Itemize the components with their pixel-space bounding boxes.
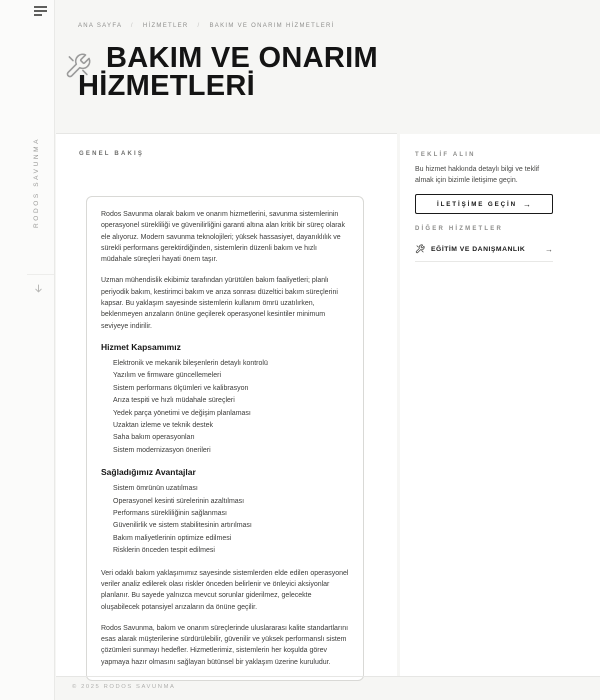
right-sidebar xyxy=(400,134,600,676)
list-item: Sistem ömrünün uzatılması xyxy=(113,485,198,493)
service-link-egitim-ve-danismanlik[interactable] xyxy=(415,238,553,262)
list-item: Arıza tespiti ve hızlı müdahale süreçleri xyxy=(113,397,235,405)
main-content xyxy=(56,134,397,676)
overview-label: GENEL BAKIŞ xyxy=(79,151,145,157)
left-rail xyxy=(0,0,55,700)
list-item: Sistem performans ölçümleri ve kalibrasyon xyxy=(113,384,249,392)
other-services-label: DİĞER HİZMETLER xyxy=(415,226,503,232)
crossed-tools-icon xyxy=(62,52,94,85)
list-item: Saha bakım operasyonları xyxy=(113,434,195,442)
rail-divider xyxy=(27,274,54,275)
arrow-right-icon: → xyxy=(523,199,532,209)
advantages-list xyxy=(101,483,349,557)
contact-button[interactable] xyxy=(415,194,553,214)
list-item: Performans sürekliliğinin sağlanması xyxy=(113,510,227,518)
breadcrumb-separator: / xyxy=(197,23,201,29)
intro-paragraph-1: Rodos Savunma olarak bakım ve onarım hizmetlerini, savunma sistemlerinin operasyonel sürekliliği ve güvenilirliğini garanti altına alan kritik bir süreç olarak ele alıyoruz. Modern savunma teknolojileri; yüksek hassasiyet, dayanıklılık ve sürekli performans gerektirdiğinden, sistemlerin düzenli bakım ve hızlı müdahale süreçleri hayati önem taşır. xyxy=(101,211,345,264)
list-item: Uzaktan izleme ve teknik destek xyxy=(113,422,213,429)
crossed-tools-icon xyxy=(415,241,425,259)
breadcrumb-services-link[interactable]: HİZMETLER xyxy=(142,23,189,29)
list-item: Yazılım ve firmware güncellemeleri xyxy=(113,372,222,380)
list-item: Elektronik ve mekanik bileşenlerin detaylı kontrolü xyxy=(113,359,268,367)
closing-paragraph-1: Veri odaklı bakım yaklaşımımız sayesinde sistemlerden elde edilen operasyonel veriler analiz edilerek olası riskler önceden belirlenir ve önleyici aksiyonlar planlanır. Bu sayede yalnızca mevcut sorunlar giderilmez, gelecekte oluşabilecek potansiyel arızaların da önüne geçilir. xyxy=(101,569,349,611)
copyright: © 2025 RODOS SAVUNMA xyxy=(72,684,176,690)
intro-paragraph-2: Uzman mühendislik ekibimiz tarafından yürütülen bakım faaliyetleri; planlı periyodik bakım, kestirimci bakım ve arıza sonrası düzeltici bakım süreçlerini kapsar. Bu yaklaşım sayesinde sistemlerin kullanım ömrü uzatılırken, beklenmeyen arızaların önüne geçilerek operasyonel kesintiler minimum seviyeye indirilir. xyxy=(101,277,338,330)
list-item: Risklerin önceden tespit edilmesi xyxy=(113,547,215,555)
list-item: Sistem modernizasyon önerileri xyxy=(113,446,211,454)
arrow-right-icon: → xyxy=(545,245,553,254)
list-item: Operasyonel kesinti sürelerinin azaltılması xyxy=(113,497,245,505)
list-item: Bakım maliyetlerinin optimize edilmesi xyxy=(113,534,232,542)
list-item: Güvenilirlik ve sistem stabilitesinin artırılması xyxy=(113,522,252,530)
list-item: Yedek parça yönetimi ve değişim planlaması xyxy=(113,409,251,417)
content-card xyxy=(86,196,364,681)
page-title: BAKIM VE ONARIM HİZMETLERİ xyxy=(78,42,378,102)
brand-vertical-text: RODOS SAVUNMA xyxy=(33,136,40,228)
contact-button-label: İLETİŞİME GEÇİN xyxy=(436,200,518,208)
quote-label: TEKLİF ALIN xyxy=(415,152,476,158)
advantages-heading: Sağladığımız Avantajlar xyxy=(101,467,196,478)
arrow-down-icon xyxy=(34,281,43,299)
breadcrumb-current: BAKIM VE ONARIM HİZMETLERİ xyxy=(209,23,335,29)
breadcrumb-home-link[interactable]: ANA SAYFA xyxy=(78,23,122,29)
scope-list xyxy=(101,358,349,457)
hamburger-menu-icon[interactable] xyxy=(34,6,47,16)
breadcrumb xyxy=(78,23,335,29)
service-label: EĞİTİM VE DANIŞMANLIK xyxy=(431,246,526,253)
quote-text: Bu hizmet hakkında detaylı bilgi ve teklif almak için bizimle iletişime geçin. xyxy=(415,166,540,184)
closing-paragraph-2: Rodos Savunma, bakım ve onarım süreçlerinde uluslararası kalite standartlarını esas alarak müşterilerine sürdürülebilir, güvenilir ve yüksek performanslı sistem çözümleri sunmayı hedefler. Hizmetlerimiz, sistemlerin her koşulda görev yapmaya hazır olmasını sağlayan bütünsel bir yaklaşım üzerine kuruludur. xyxy=(101,624,349,666)
scope-heading: Hizmet Kapsamımız xyxy=(101,341,181,352)
breadcrumb-separator: / xyxy=(130,23,134,29)
page-header xyxy=(78,44,436,100)
footer-divider xyxy=(56,676,600,677)
